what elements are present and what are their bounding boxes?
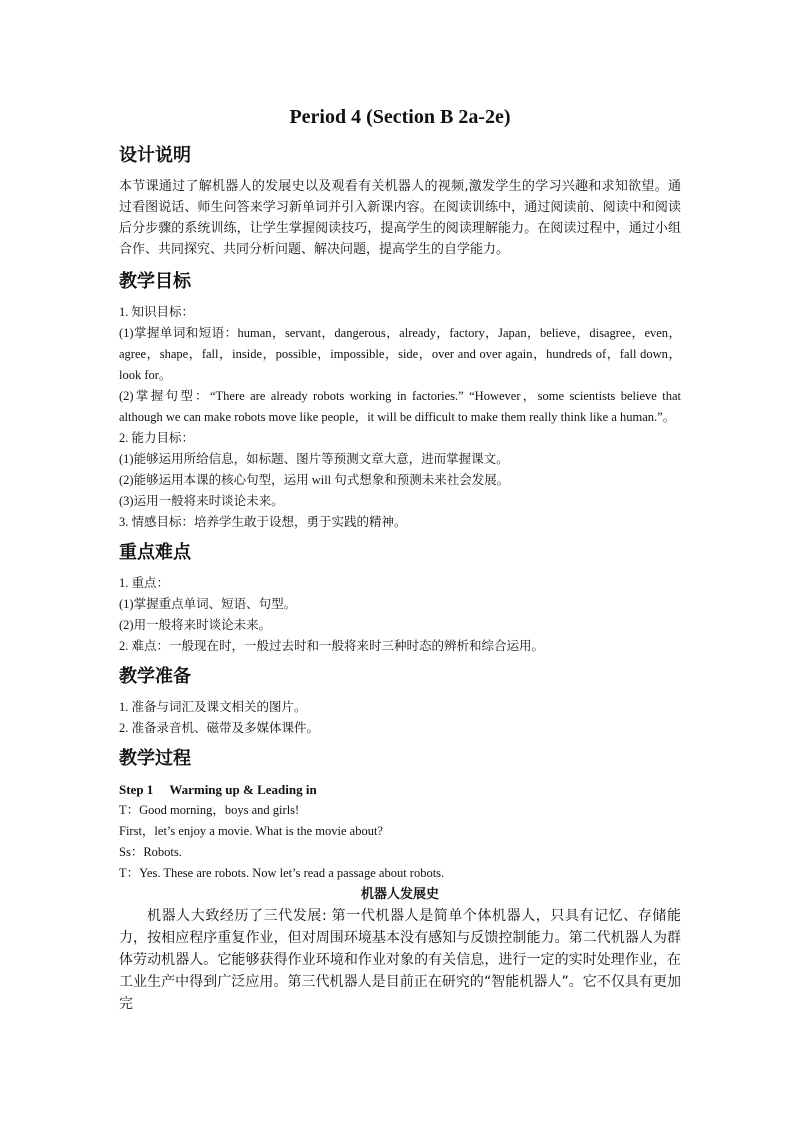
dialogue-line: Ss：Robots. <box>119 845 182 859</box>
keypoint-line: 2. 难点：一般现在时，一般过去时和一般将来时三种时态的辨析和综合运用。 <box>119 639 545 653</box>
document-title: Period 4 (Section B 2a-2e) <box>289 106 511 128</box>
section-heading-design: 设计说明 <box>119 145 191 166</box>
objective-line: (2)掌握句型：“There are already robots working in factories.” “However，some scientists believe that although we can make robots move like people，it will be difficult to make them really think like a human.”。 <box>119 389 681 424</box>
dialogue-line: T：Yes. These are robots. Now let’s read a passage about robots. <box>119 866 445 880</box>
section-heading-keypoints: 重点难点 <box>119 542 191 563</box>
preparation-line: 2. 准备录音机、磁带及多媒体课件。 <box>119 721 320 735</box>
objective-line: 2. 能力目标： <box>119 431 195 445</box>
step-label: Step 1 <box>119 782 154 797</box>
keypoint-line: (1)掌握重点单词、短语、句型。 <box>119 597 297 611</box>
objective-line: 1. 知识目标： <box>119 305 195 319</box>
step-title <box>119 779 681 800</box>
objective-line: (1)能够运用所给信息，如标题、图片等预测文章大意，进而掌握课文。 <box>119 452 509 466</box>
preparation-line: 1. 准备与词汇及课文相关的图片。 <box>119 700 307 714</box>
dialogue-line: T：Good morning，boys and girls! <box>119 803 300 817</box>
keypoint-line: 1. 重点： <box>119 576 170 590</box>
section-heading-process: 教学过程 <box>119 748 191 769</box>
document-body <box>119 104 681 1015</box>
passage-title: 机器人发展史 <box>360 887 439 902</box>
step-name: Warming up & Leading in <box>169 782 317 797</box>
objective-line: (2)能够运用本课的核心句型，运用 will 句式想象和预测未来社会发展。 <box>119 473 510 487</box>
section-heading-preparation: 教学准备 <box>119 666 191 687</box>
section-heading-objectives: 教学目标 <box>119 271 191 292</box>
objective-line: (3)运用一般将来时谈论未来。 <box>119 494 284 508</box>
keypoint-line: (2)用一般将来时谈论未来。 <box>119 618 272 632</box>
dialogue-line: First，let’s enjoy a movie. What is the movie about? <box>119 824 383 838</box>
objective-line: (1)掌握单词和短语：human，servant，dangerous，already，factory，Japan，believe，disagree，even，agree，shape，fall，inside，possible，impossible，side，over and over again，hundreds of，fall down，look for。 <box>119 326 681 382</box>
design-paragraph: 本节课通过了解机器人的发展史以及观看有关机器人的视频,激发学生的学习兴趣和求知欲望。通过看图说话、师生问答来学习新单词并引入新课内容。在阅读训练中，通过阅读前、阅读中和阅读后分步骤的系统训练，让学生掌握阅读技巧，提高学生的阅读理解能力。在阅读过程中，通过小组合作、共同探究、共同分析问题、解决问题，提高学生的自学能力。 <box>119 179 681 257</box>
passage-paragraph: 机器人大致经历了三代发展: 第一代机器人是简单个体机器人，只具有记忆、存储能力，按相应程序重复作业，但对周围环境基本没有感知与反馈控制能力。第二代机器人为群体劳动机器人。它能够获得作业环境和作业对象的有关信息，进行一定的实时处理作业，在工业生产中得到广泛应用。第三代机器人是目前正在研究的“智能机器人”。它不仅具有更加完 <box>119 908 681 1012</box>
objective-line: 3. 情感目标：培养学生敢于设想，勇于实践的精神。 <box>119 515 407 529</box>
